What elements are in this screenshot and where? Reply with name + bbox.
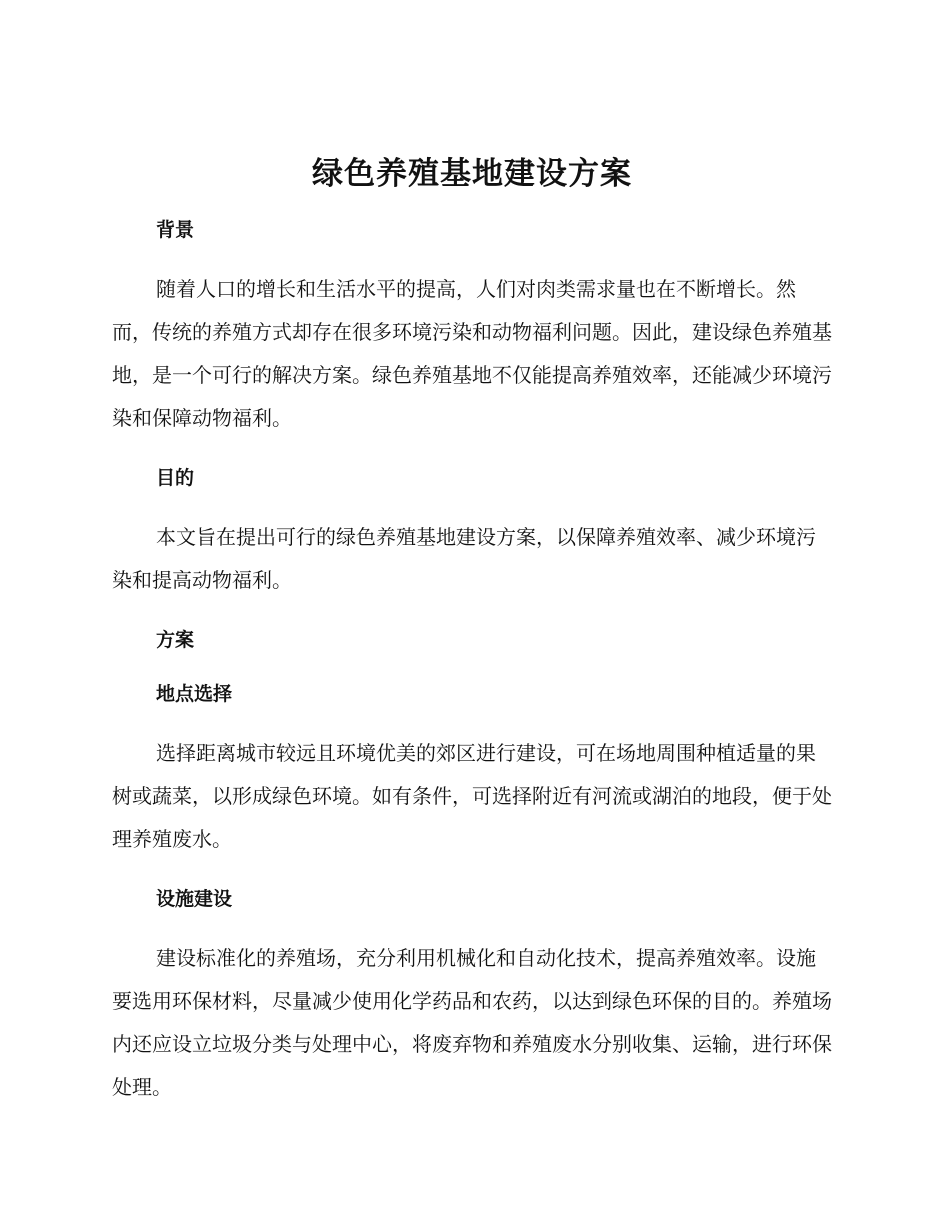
section-paragraph-purpose: 本文旨在提出可行的绿色养殖基地建设方案，以保障养殖效率、减少环境污染和提高动物福利。 xyxy=(112,525,816,592)
section-heading-facilities: 设施建设 xyxy=(156,888,233,910)
spacer xyxy=(112,656,832,678)
spacer xyxy=(112,602,832,624)
section-heading-plan: 方案 xyxy=(156,629,195,651)
spacer xyxy=(112,710,832,732)
spacer xyxy=(112,915,832,937)
section-heading-site-selection: 地点选择 xyxy=(156,683,233,705)
spacer xyxy=(112,200,832,214)
spacer xyxy=(112,861,832,883)
spacer xyxy=(112,246,832,268)
spacer xyxy=(112,440,832,462)
section-paragraph-facilities: 建设标准化的养殖场，充分利用机械化和自动化技术，提高养殖效率。设施要选用环保材料，尽量减少使用化学药品和农药，以达到绿色环保的目的。养殖场内还应设立垃圾分类与处理中心，将废弃物和养殖废水分别收集、运输，进行环保处理。 xyxy=(112,946,832,1099)
section-paragraph-background: 随着人口的增长和生活水平的提高，人们对肉类需求量也在不断增长。然而，传统的养殖方式却存在很多环境污染和动物福利问题。因此，建设绿色养殖基地，是一个可行的解决方案。绿色养殖基地不仅能提高养殖效率，还能减少环境污染和保障动物福利。 xyxy=(112,277,832,430)
section-heading-background: 背景 xyxy=(156,219,195,241)
document-page xyxy=(112,148,832,1109)
section-heading-purpose: 目的 xyxy=(156,467,195,489)
document-title: 绿色养殖基地建设方案 xyxy=(312,156,632,192)
spacer xyxy=(112,494,832,516)
section-paragraph-site-selection: 选择距离城市较远且环境优美的郊区进行建设，可在场地周围种植适量的果树或蔬菜，以形成绿色环境。如有条件，可选择附近有河流或湖泊的地段，便于处理养殖废水。 xyxy=(112,741,832,851)
